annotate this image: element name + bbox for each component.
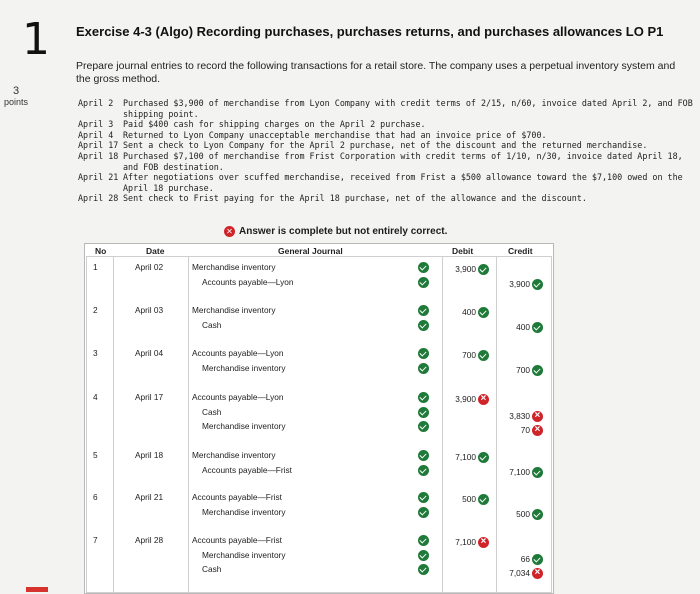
correct-check-icon <box>418 363 429 374</box>
transaction-text: Returned to Lyon Company unacceptable merchandise that had an invoice price of $700. <box>123 129 547 140</box>
answer-status <box>224 226 447 237</box>
account-name[interactable]: Accounts payable—Lyon <box>192 392 284 402</box>
header-no: No <box>95 246 107 256</box>
transaction-text: Purchased $3,900 of merchandise from Lyon Company with credit terms of 2/15, n/60, invoice dated April 2, and FOB shipping point. <box>123 98 693 119</box>
account-name[interactable]: Merchandise inventory <box>202 421 286 431</box>
incorrect-x-icon <box>478 394 489 405</box>
entry-number: 3 <box>93 348 98 358</box>
correct-check-icon <box>532 279 543 290</box>
correct-check-icon <box>418 507 429 518</box>
incorrect-x-icon <box>532 411 543 422</box>
no-column <box>86 256 114 593</box>
correct-check-icon <box>532 509 543 520</box>
correct-check-icon <box>418 262 429 273</box>
entry-date: April 28 <box>135 535 164 545</box>
header-debit: Debit <box>452 246 474 256</box>
correct-check-icon <box>478 452 489 463</box>
account-name[interactable]: Merchandise inventory <box>202 506 286 517</box>
credit-amount[interactable]: 500 <box>516 508 530 519</box>
correct-check-icon <box>532 467 543 478</box>
transaction-item <box>78 172 694 193</box>
transaction-date: April 28 <box>78 193 119 204</box>
question-indicator <box>26 587 48 592</box>
credit-amount[interactable]: 7,100 <box>509 466 530 477</box>
entry-date: April 04 <box>135 348 164 358</box>
account-name[interactable]: Merchandise inventory <box>202 549 286 560</box>
header-credit: Credit <box>508 246 533 256</box>
transaction-text: After negotiations over scuffed merchandise, received from Frist a $500 allowance toward the $7,100 owed on the April 18 purchase. <box>123 172 683 193</box>
points-indicator <box>4 86 28 108</box>
transaction-item <box>78 193 694 204</box>
question-number: 1 <box>22 14 50 65</box>
correct-check-icon <box>532 554 543 565</box>
transaction-text: Paid $400 cash for shipping charges on the April 2 purchase. <box>123 119 426 130</box>
points-label: points <box>4 97 29 107</box>
transaction-text: Sent check to Frist paying for the April 18 purchase, net of the allowance and the discount. <box>123 193 587 204</box>
correct-check-icon <box>418 492 429 503</box>
correct-check-icon <box>418 407 429 418</box>
entry-date: April 21 <box>135 492 164 502</box>
transaction-item <box>78 151 694 172</box>
transaction-item <box>78 140 694 151</box>
transaction-date: April 3 <box>78 119 114 130</box>
correct-check-icon <box>418 320 429 331</box>
incorrect-x-icon <box>478 537 489 548</box>
correct-check-icon <box>478 350 489 361</box>
incorrect-x-icon <box>532 568 543 579</box>
entry-number: 7 <box>93 535 98 545</box>
account-name[interactable]: Cash <box>202 406 222 417</box>
account-name[interactable]: Accounts payable—Frist <box>202 464 292 475</box>
account-name[interactable]: Merchandise inventory <box>202 362 286 373</box>
transaction-date: April 4 <box>78 129 114 140</box>
entry-number: 2 <box>93 305 98 315</box>
correct-check-icon <box>478 264 489 275</box>
debit-amount[interactable]: 7,100 <box>455 537 476 547</box>
incorrect-x-icon <box>532 425 543 436</box>
transaction-date: April 21 <box>78 172 119 183</box>
correct-check-icon <box>532 365 543 376</box>
exercise-prompt: Prepare journal entries to record the following transactions for a retail store. The company uses a perpetual inventory system and the gross method. <box>76 60 676 85</box>
transaction-text: Purchased $7,100 of merchandise from Frist Corporation with credit terms of 1/10, n/30, invoice dated April 18, and FOB destination. <box>123 150 683 172</box>
entry-number: 5 <box>93 450 98 460</box>
correct-check-icon <box>418 421 429 432</box>
account-name[interactable]: Cash <box>202 319 222 330</box>
account-name[interactable]: Merchandise inventory <box>192 262 276 272</box>
account-name[interactable]: Accounts payable—Lyon <box>192 348 284 358</box>
correct-check-icon <box>418 277 429 288</box>
transaction-date: April 18 <box>78 150 119 161</box>
correct-check-icon <box>418 535 429 546</box>
correct-check-icon <box>532 322 543 333</box>
transaction-list <box>78 98 694 204</box>
points-value: 3 <box>12 85 20 97</box>
correct-check-icon <box>418 305 429 316</box>
credit-amount[interactable]: 66 <box>520 553 530 564</box>
entry-date: April 18 <box>135 450 164 460</box>
credit-amount[interactable]: 3,900 <box>509 278 530 289</box>
debit-amount[interactable]: 3,900 <box>455 264 476 274</box>
account-name[interactable]: Accounts payable—Lyon <box>202 276 294 287</box>
transaction-date: April 17 <box>78 140 119 151</box>
correct-check-icon <box>418 564 429 575</box>
entry-date: April 02 <box>135 262 164 272</box>
transaction-date: April 2 <box>78 98 114 108</box>
credit-amount[interactable]: 400 <box>516 321 530 332</box>
transaction-item <box>78 98 694 119</box>
transaction-text: Sent a check to Lyon Company for the April 2 purchase, net of the discount and the returned merchandise. <box>123 140 648 151</box>
credit-amount[interactable]: 70 <box>520 425 530 435</box>
header-general-journal: General Journal <box>278 246 343 256</box>
correct-check-icon <box>418 450 429 461</box>
account-name[interactable]: Accounts payable—Frist <box>192 492 282 502</box>
debit-amount[interactable]: 7,100 <box>455 452 476 462</box>
correct-check-icon <box>418 348 429 359</box>
entry-date: April 03 <box>135 305 164 315</box>
debit-amount[interactable]: 3,900 <box>455 394 476 404</box>
account-name[interactable]: Merchandise inventory <box>192 450 276 460</box>
transaction-item <box>78 119 694 130</box>
correct-check-icon <box>418 550 429 561</box>
account-name[interactable]: Merchandise inventory <box>192 305 276 315</box>
credit-amount[interactable]: 3,830 <box>509 410 530 421</box>
account-name[interactable]: Cash <box>202 564 222 574</box>
correct-check-icon <box>418 392 429 403</box>
credit-amount[interactable]: 700 <box>516 364 530 375</box>
debit-amount[interactable]: 400 <box>462 307 476 317</box>
correct-check-icon <box>478 494 489 505</box>
credit-amount[interactable]: 7,034 <box>509 568 530 578</box>
exercise-title: Exercise 4-3 (Algo) Recording purchases, purchases returns, and purchases allowances LO P1 <box>76 24 664 39</box>
correct-check-icon <box>418 465 429 476</box>
debit-amount[interactable]: 500 <box>462 494 476 504</box>
transaction-item <box>78 130 694 141</box>
entry-number: 1 <box>93 262 98 272</box>
entry-number: 4 <box>93 392 98 402</box>
header-date: Date <box>146 246 165 256</box>
entry-number: 6 <box>93 492 98 502</box>
correct-check-icon <box>478 307 489 318</box>
answer-status-text: Answer is complete but not entirely correct. <box>239 226 448 237</box>
debit-amount[interactable]: 700 <box>462 350 476 360</box>
incorrect-icon: ✕ <box>224 226 235 237</box>
entry-date: April 17 <box>135 392 164 402</box>
account-name[interactable]: Accounts payable—Frist <box>192 535 282 545</box>
